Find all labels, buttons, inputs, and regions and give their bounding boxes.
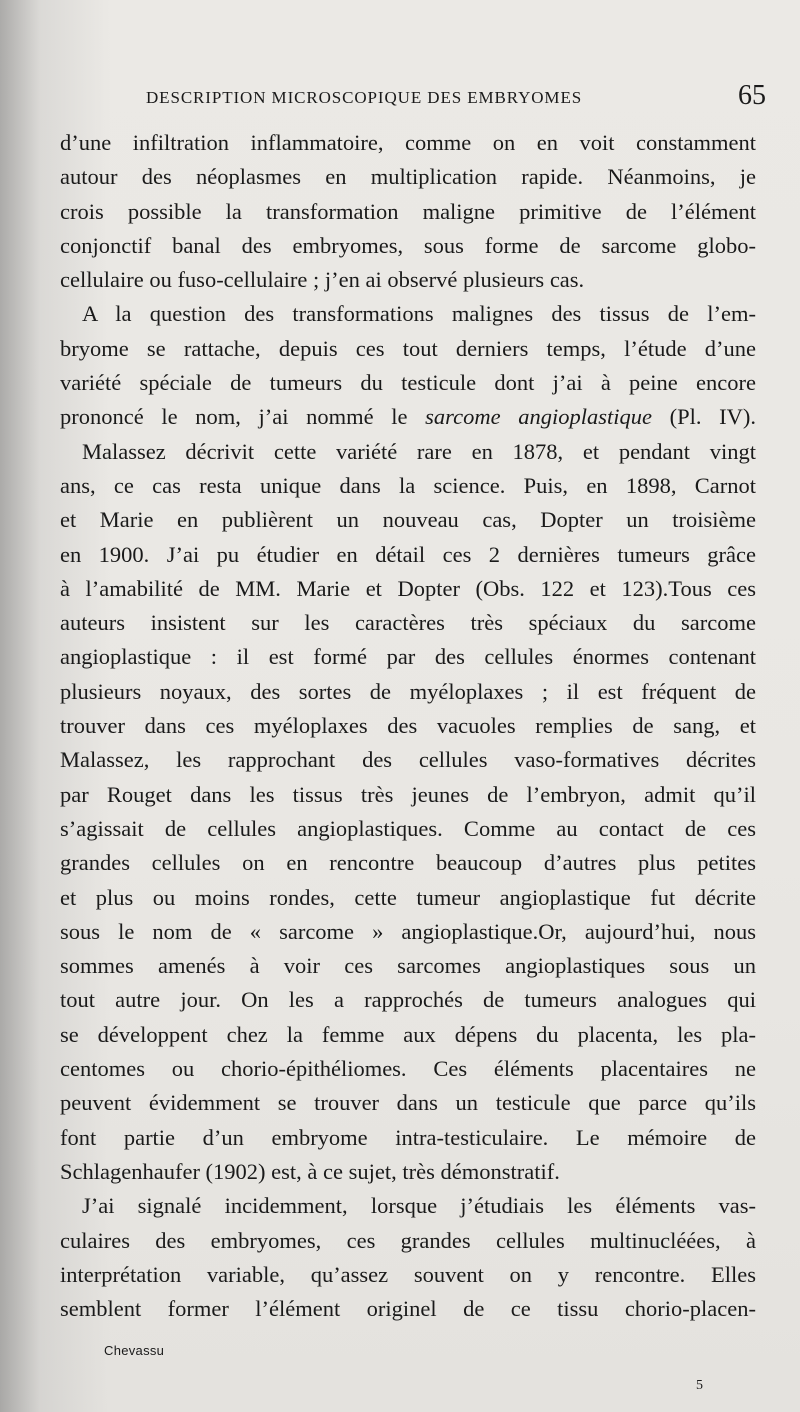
text-line: Malassez décrivit cette variété rare en 1878, et pendant vingt — [82, 438, 756, 464]
text-line: J’ai signalé incidemment, lorsque j’étudiais les éléments vas- — [82, 1193, 756, 1219]
text-line: s’agissait de cellules angioplastiques. Comme au contact de ces — [60, 815, 756, 841]
signature-mark: 5 — [696, 1378, 703, 1393]
text-segment: prononcé le nom, j’ai nommé le — [60, 404, 408, 430]
text-line: ans, ce cas resta unique dans la science. Puis, en 1898, Carnot — [60, 472, 756, 498]
text-line: conjonctif banal des embryomes, sous forme de sarcome globo- — [60, 232, 756, 258]
text-line: culaires des embryomes, ces grandes cellules multinucléées, à — [60, 1227, 756, 1253]
running-title: DESCRIPTION MICROSCOPIQUE DES EMBRYOMES — [146, 88, 583, 107]
text-line: et Marie en publièrent un nouveau cas, Dopter un troisième — [60, 507, 756, 533]
text-line: se développent chez la femme aux dépens du placenta, les pla- — [60, 1021, 756, 1047]
text-line-with-italic — [60, 400, 756, 434]
body-text — [60, 126, 756, 1326]
text-line: centomes ou chorio-épithéliomes. Ces éléments placentaires ne — [60, 1056, 756, 1082]
text-line: plusieurs noyaux, des sortes de myéloplaxes ; il est fréquent de — [60, 678, 756, 704]
text-line: bryome se rattache, depuis ces tout derniers temps, l’étude d’une — [60, 335, 756, 361]
text-line: cellulaire ou fuso-cellulaire ; j’en ai observé plusieurs cas. — [60, 267, 585, 293]
text-line: auteurs insistent sur les caractères très spéciaux du sarcome — [60, 610, 756, 636]
page-number: 65 — [738, 80, 766, 111]
text-line: semblent former l’élément originel de ce tissu chorio-placen- — [60, 1296, 756, 1322]
text-line: en 1900. J’ai pu étudier en détail ces 2 dernières tumeurs grâce — [60, 541, 756, 567]
text-segment: (Pl. IV). — [651, 404, 756, 430]
text-line: angioplastique : il est formé par des cellules énormes contenant — [60, 644, 756, 670]
text-line: font partie d’un embryome intra-testiculaire. Le mémoire de — [60, 1124, 756, 1150]
text-line: variété spéciale de tumeurs du testicule dont j’ai à peine encore — [60, 370, 756, 396]
text-line: par Rouget dans les tissus très jeunes de l’embryon, admit qu’il — [60, 781, 756, 807]
text-line: d’une infiltration inflammatoire, comme on en voit constamment — [60, 130, 756, 155]
text-line: à l’amabilité de MM. Marie et Dopter (Obs. 122 et 123).Tous ces — [60, 575, 756, 601]
text-line: crois possible la transformation maligne primitive de l’élément — [60, 198, 756, 224]
text-line: sous le nom de « sarcome » angioplastique.Or, aujourd’hui, nous — [60, 918, 756, 944]
text-line: grandes cellules on en rencontre beaucoup d’autres plus petites — [60, 850, 756, 876]
text-line: peuvent évidemment se trouver dans un testicule que parce qu’ils — [60, 1090, 756, 1116]
text-line: interprétation variable, qu’assez souvent on y rencontre. Elles — [60, 1261, 756, 1287]
text-line: tout autre jour. On les a rapprochés de tumeurs analogues qui — [60, 987, 756, 1013]
text-line: Malassez, les rapprochant des cellules vaso-formatives décrites — [60, 747, 756, 773]
text-line: A la question des transformations malignes des tissus de l’em- — [82, 301, 756, 327]
text-line: et plus ou moins rondes, cette tumeur angioplastique fut décrite — [60, 884, 756, 910]
running-head — [146, 80, 766, 116]
text-line: autour des néoplasmes en multiplication rapide. Néanmoins, je — [60, 164, 756, 190]
text-line: Schlagenhaufer (1902) est, à ce sujet, très démonstratif. — [60, 1158, 560, 1184]
footer-author: Chevassu — [104, 1343, 165, 1358]
text-line: sommes amenés à voir ces sarcomes angioplastiques sous un — [60, 953, 756, 979]
text-line: trouver dans ces myéloplaxes des vacuoles remplies de sang, et — [60, 713, 756, 739]
italic-term: sarcome angioplastique — [425, 404, 652, 430]
